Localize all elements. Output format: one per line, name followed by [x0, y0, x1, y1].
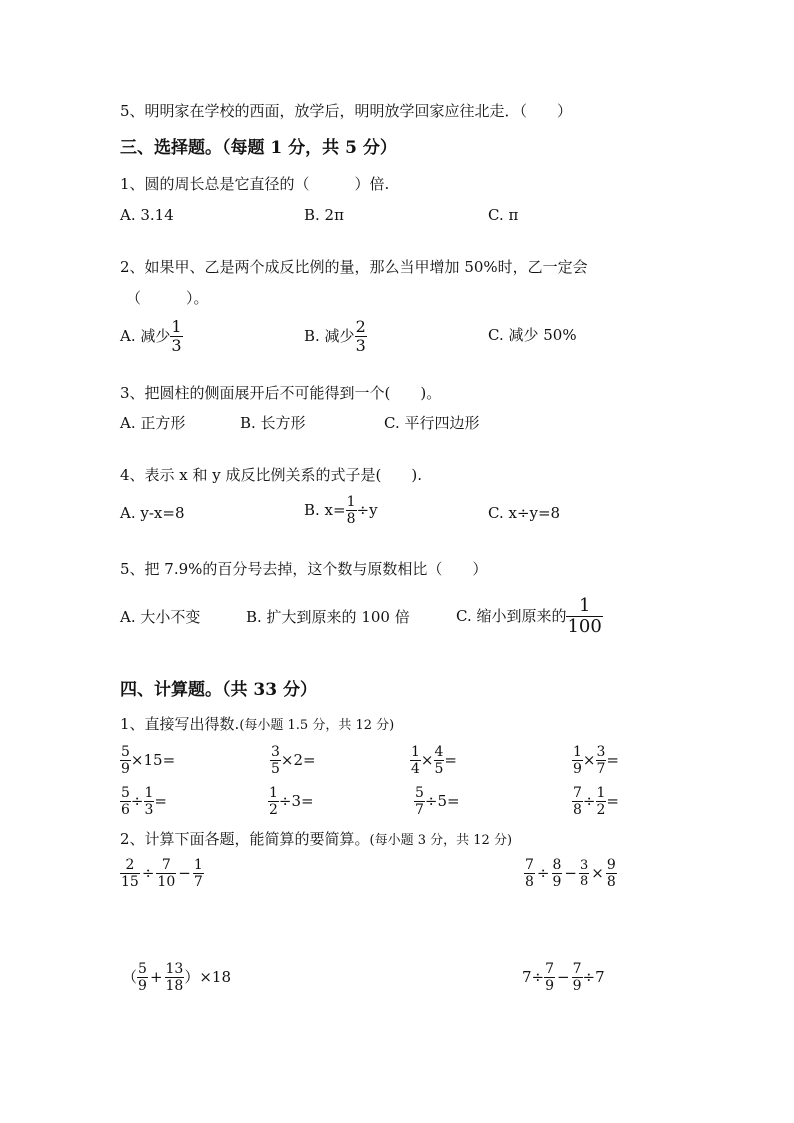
fraction: $\frac{7}{8}$ [525, 857, 534, 890]
judge-question-5: 5、明明家在学校的西面，放学后，明明放学回家应往北走．（ ） [120, 102, 573, 120]
fraction: $\frac{7}{9}$ [545, 961, 555, 994]
q2-stem-line1: 2、如果甲、乙是两个成反比例的量，那么当甲增加 50%时，乙一定会 [120, 258, 588, 276]
q5-option-b: B. 扩大到原来的 100 倍 [246, 608, 410, 626]
q2-stem-line2: （ ）。 [126, 289, 209, 307]
fraction: $\frac{5}{6}$ [121, 785, 130, 818]
fraction: $\frac{1}{3}$ [171, 317, 182, 355]
fraction: $\frac{4}{5}$ [434, 744, 444, 777]
calc-item-4: $\frac{1}{9}$ × $\frac{3}{7}$ = [573, 744, 619, 777]
calc-item-1: $\frac{5}{9}$ ×15= [121, 744, 176, 777]
q1-option-a: A. 3.14 [120, 206, 174, 224]
fraction: $\frac{1}{9}$ [573, 744, 582, 777]
q4-option-a: A. y-x=8 [120, 504, 185, 522]
fraction: $\frac{7}{10}$ [157, 857, 176, 890]
calc-item-8: $\frac{7}{8}$ ÷ $\frac{1}{2}$ = [573, 785, 619, 818]
fraction: $\frac{1}{8}$ [346, 494, 356, 527]
part2-note: (每小题 3 分，共 12 分) [369, 833, 513, 848]
part2-title: 2、计算下面各题，能简算的要简算。(每小题 3 分，共 12 分) [120, 830, 513, 848]
fraction: $\frac{3}{8}$ [580, 858, 589, 889]
q3-option-c: C. 平行四边形 [384, 414, 480, 432]
calc-item-3: $\frac{1}{4}$ × $\frac{4}{5}$ = [411, 744, 457, 777]
q1-option-b: B. 2π [304, 206, 344, 224]
q5-option-a: A. 大小不变 [120, 608, 201, 626]
fraction: $\frac{8}{9}$ [552, 857, 562, 890]
fraction: $\frac{1}{100}$ [567, 595, 602, 637]
q1-stem: 1、圆的周长总是它直径的（ ）倍. [120, 175, 390, 193]
q4-option-b-label: B. x= [304, 501, 346, 519]
calc-item-6: $\frac{1}{2}$ ÷3= [269, 785, 314, 818]
q5-option-c [456, 597, 603, 636]
fraction: $\frac{5}{9}$ [121, 744, 130, 777]
fraction: $\frac{2}{3}$ [355, 317, 366, 355]
part1-note: (每小题 1.5 分，共 12 分) [239, 718, 395, 733]
expression-2: $\frac{7}{8}$ ÷ $\frac{8}{9}$ − $\frac{3}{8}$ × $\frac{9}{8}$ [525, 857, 616, 890]
fraction: $\frac{1}{4}$ [411, 744, 420, 777]
q5-stem: 5、把 7.9%的百分号去掉，这个数与原数相比（ ） [120, 560, 488, 578]
calc-item-7: $\frac{5}{7}$ ÷5= [415, 785, 460, 818]
fraction: $\frac{3}{7}$ [596, 744, 606, 777]
fraction: $\frac{2}{15}$ [121, 857, 139, 890]
q2-option-b [304, 319, 367, 354]
fraction: $\frac{1}{7}$ [193, 857, 203, 890]
q3-option-a: A. 正方形 [120, 414, 186, 432]
q2-option-a-label: A. 减少 [120, 327, 171, 345]
q3-stem: 3、把圆柱的侧面展开后不可能得到一个( )。 [120, 384, 442, 402]
expression-4: 7÷ $\frac{7}{9}$ − $\frac{7}{9}$ ÷7 [522, 961, 605, 994]
section-4-heading: 四、计算题。（共 33 分） [120, 680, 317, 700]
q2-option-c: C. 减少 50% [488, 326, 577, 344]
fraction: $\frac{3}{5}$ [271, 744, 280, 777]
fraction: $\frac{9}{8}$ [606, 857, 616, 890]
fraction: $\frac{7}{8}$ [573, 785, 582, 818]
q4-option-c: C. x÷y=8 [488, 504, 561, 522]
fraction: $\frac{1}{2}$ [596, 785, 606, 818]
fraction: $\frac{5}{9}$ [138, 961, 147, 994]
q4-stem: 4、表示 x 和 y 成反比例关系的式子是( ). [120, 466, 423, 484]
q2-option-a [120, 319, 183, 354]
q2-option-b-label: B. 减少 [304, 327, 355, 345]
q3-option-b: B. 长方形 [240, 414, 306, 432]
fraction: $\frac{7}{9}$ [572, 961, 582, 994]
section-3-heading: 三、选择题。（每题 1 分，共 5 分） [120, 138, 397, 158]
q5-option-c-label: C. 缩小到原来的 [456, 607, 567, 625]
expression-1: $\frac{2}{15}$ ÷ $\frac{7}{10}$ − $\frac{1}{7}$ [121, 857, 203, 890]
q4-option-b-tail: ÷y [356, 501, 378, 519]
expression-3: （ $\frac{5}{9}$ + $\frac{13}{18}$ ）×18 [122, 961, 231, 994]
part1-title: 1、直接写出得数.(每小题 1.5 分，共 12 分) [120, 715, 395, 733]
calc-item-2: $\frac{3}{5}$ ×2= [271, 744, 316, 777]
calc-item-5: $\frac{5}{6}$ ÷ $\frac{1}{3}$ = [121, 785, 167, 818]
q1-option-c: C. π [488, 206, 519, 224]
fraction: $\frac{13}{18}$ [165, 961, 184, 994]
fraction: $\frac{5}{7}$ [415, 785, 424, 818]
q4-option-b [304, 495, 378, 526]
fraction: $\frac{1}{2}$ [269, 785, 278, 818]
fraction: $\frac{1}{3}$ [144, 785, 154, 818]
